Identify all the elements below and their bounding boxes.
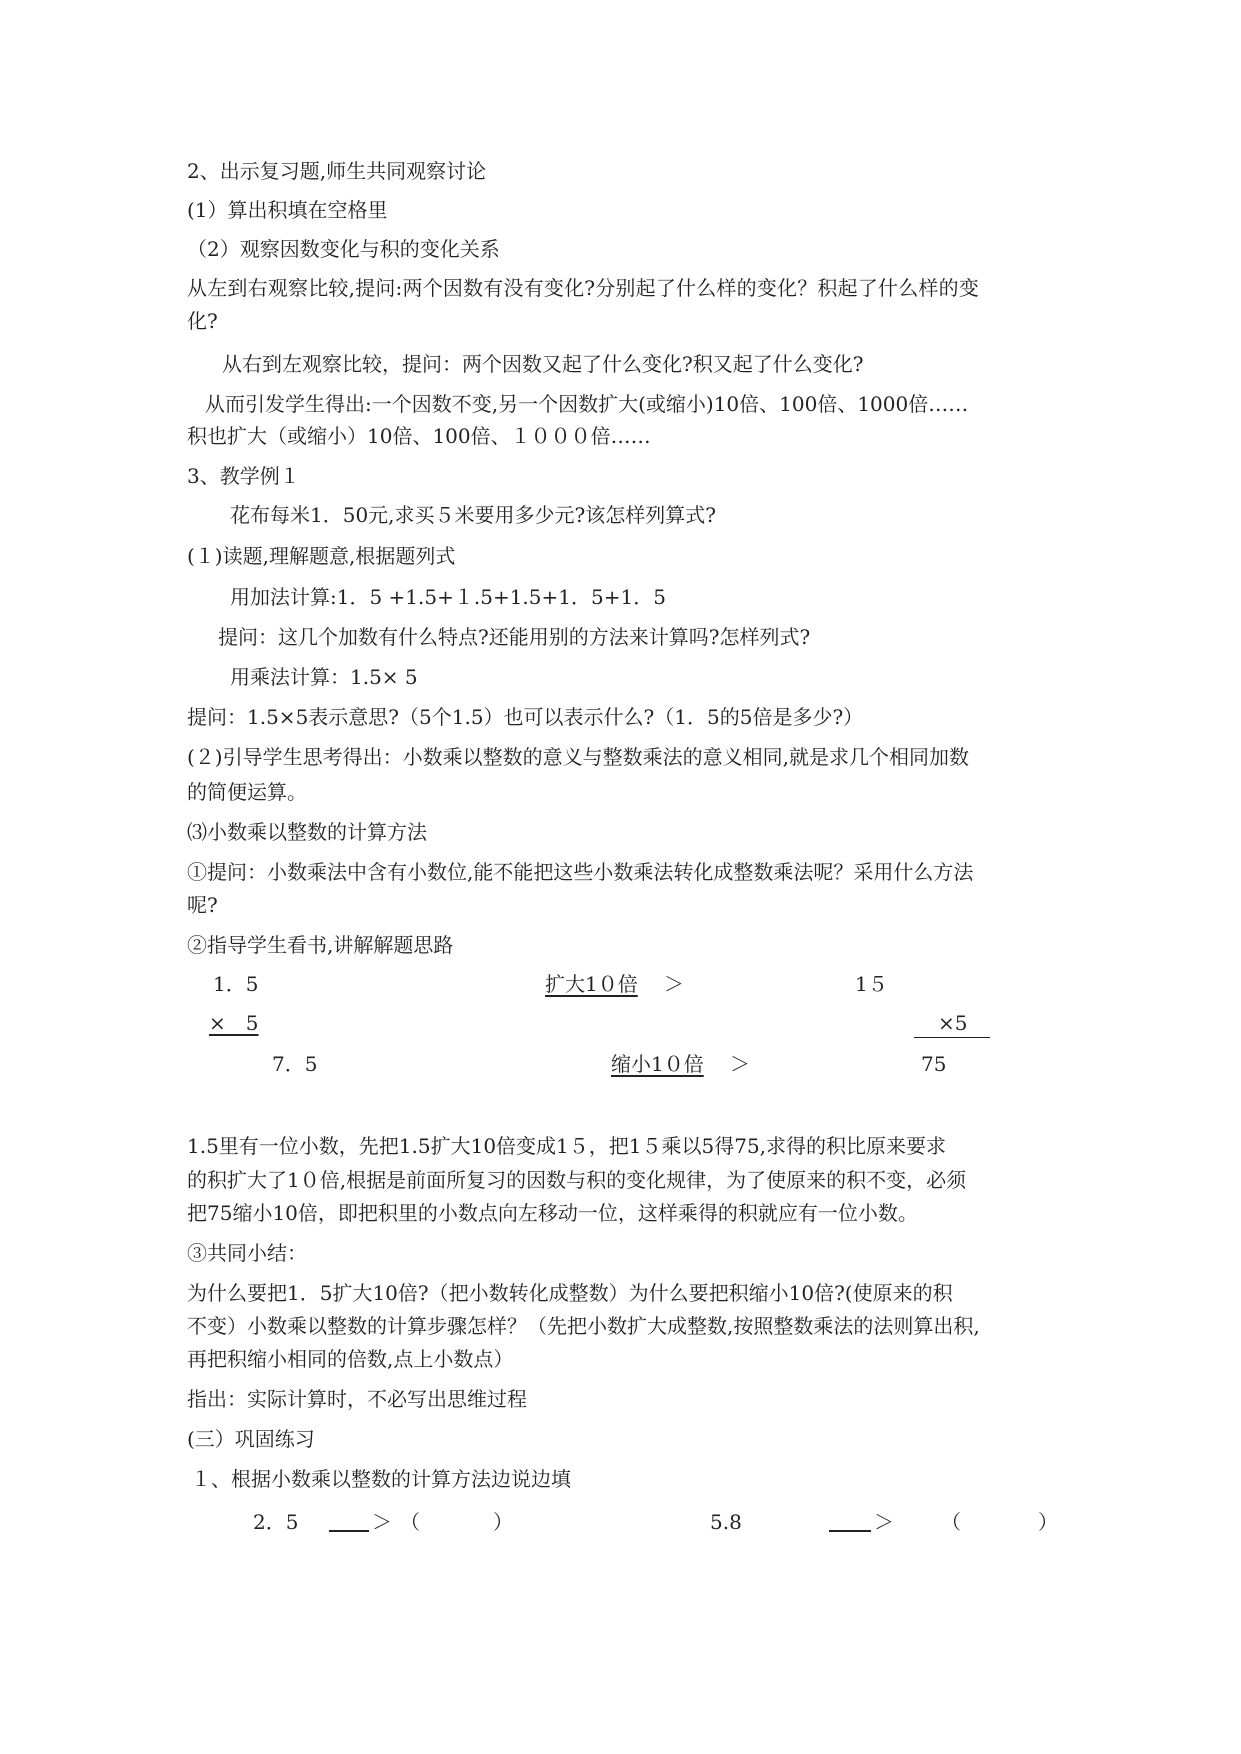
line-3: （2）观察因数变化与积的变化关系 [187,237,500,261]
arrow-right-icon: ＞ [730,1052,750,1076]
line-4: 从左到右观察比较,提问:两个因数有没有变化?分别起了什么样的变化？积起了什么样的变 [187,276,980,300]
exercise-b-close-paren: ） [1038,1510,1058,1534]
line-8: 积也扩大（或缩小）10倍、100倍、１０００倍…… [187,424,651,448]
line-6: 从右到左观察比较，提问：两个因数又起了什么变化?积又起了什么变化? [222,352,864,376]
line-14: 用乘法计算：1.5× 5 [230,665,418,689]
para-line-4: ③共同小结： [187,1241,307,1265]
left-multiplier: × 5 [209,1011,259,1035]
exercise-a-open-paren: （ [400,1510,420,1534]
arrow-right-icon: ＞ [874,1510,894,1534]
line-1: 2、出示复习题,师生共同观察讨论 [187,159,487,183]
para-line-2: 的积扩大了1０倍,根据是前面所复习的因数与积的变化规律，为了使原来的积不变，必须 [187,1168,967,1192]
right-multiplier-underline [914,1037,990,1038]
line-2: (1）算出积填在空格里 [187,198,388,222]
para-line-5: 为什么要把1．5扩大10倍?（把小数转化成整数）为什么要把积缩小10倍?(使原来的积 [187,1281,953,1305]
line-10: 花布每米1．50元,求买５米要用多少元?该怎样列算式? [230,503,716,527]
line-5: 化? [187,309,218,333]
para-line-7: 再把积缩小相同的倍数,点上小数点） [187,1347,514,1371]
line-19: ①提问：小数乘法中含有小数位,能不能把这些小数乘法转化成整数乘法呢？采用什么方法 [187,860,974,884]
exercise-a-blank[interactable] [329,1530,369,1532]
exercise-b-open-paren: （ [941,1510,961,1534]
line-16: (２)引导学生思考得出：小数乘以整数的意义与整数乘法的意义相同,就是求几个相同加数 [187,745,969,769]
right-result: 75 [921,1052,947,1076]
para-line-1: 1.5里有一位小数，先把1.5扩大10倍变成1５，把1５乘以5得75,求得的积比原来要求 [187,1134,947,1158]
line-7: 从而引发学生得出:一个因数不变,另一个因数扩大(或缩小)10倍、100倍、1000倍…… [205,392,969,416]
step-enlarge-label: 扩大1０倍 [545,972,638,996]
right-multiplier: ×5 [938,1011,968,1035]
exercise-a-close-paren: ） [493,1510,513,1534]
line-21: ②指导学生看书,讲解解题思路 [187,933,454,957]
line-20: 呢? [187,893,218,917]
line-9: 3、教学例１ [187,464,300,488]
right-number: 1５ [855,972,888,996]
step-shrink-label: 缩小1０倍 [611,1052,704,1076]
line-17: 的简便运算。 [187,780,307,804]
left-result: 7．5 [272,1052,318,1076]
para-line-8: 指出：实际计算时，不必写出思维过程 [187,1387,527,1411]
line-15: 提问：1.5×5表示意思?（5个1.5）也可以表示什么?（1．5的5倍是多少?） [187,705,864,729]
para-line-10: １、根据小数乘以整数的计算方法边说边填 [191,1467,571,1491]
line-13: 提问：这几个加数有什么特点?还能用别的方法来计算吗?怎样列式? [218,625,811,649]
exercise-a-number: 2．5 [253,1510,299,1534]
exercise-b-blank[interactable] [829,1530,871,1532]
para-line-6: 不变）小数乘以整数的计算步骤怎样？（先把小数扩大成整数,按照整数乘法的法则算出积, [187,1314,980,1338]
line-18: ⑶小数乘以整数的计算方法 [187,820,427,844]
left-number: 1．5 [213,972,259,996]
para-line-3: 把75缩小10倍，即把积里的小数点向左移动一位，这样乘得的积就应有一位小数。 [187,1201,918,1225]
exercise-b-number: 5.8 [710,1510,742,1534]
line-12: 用加法计算:1．5 +1.5+１.5+1.5+1．5+1．5 [230,585,666,609]
arrow-right-icon: ＞ [664,972,684,996]
arrow-right-icon: ＞ [372,1510,392,1534]
para-line-9: (三）巩固练习 [187,1427,315,1451]
line-11: (１)读题,理解题意,根据题列式 [187,544,456,568]
